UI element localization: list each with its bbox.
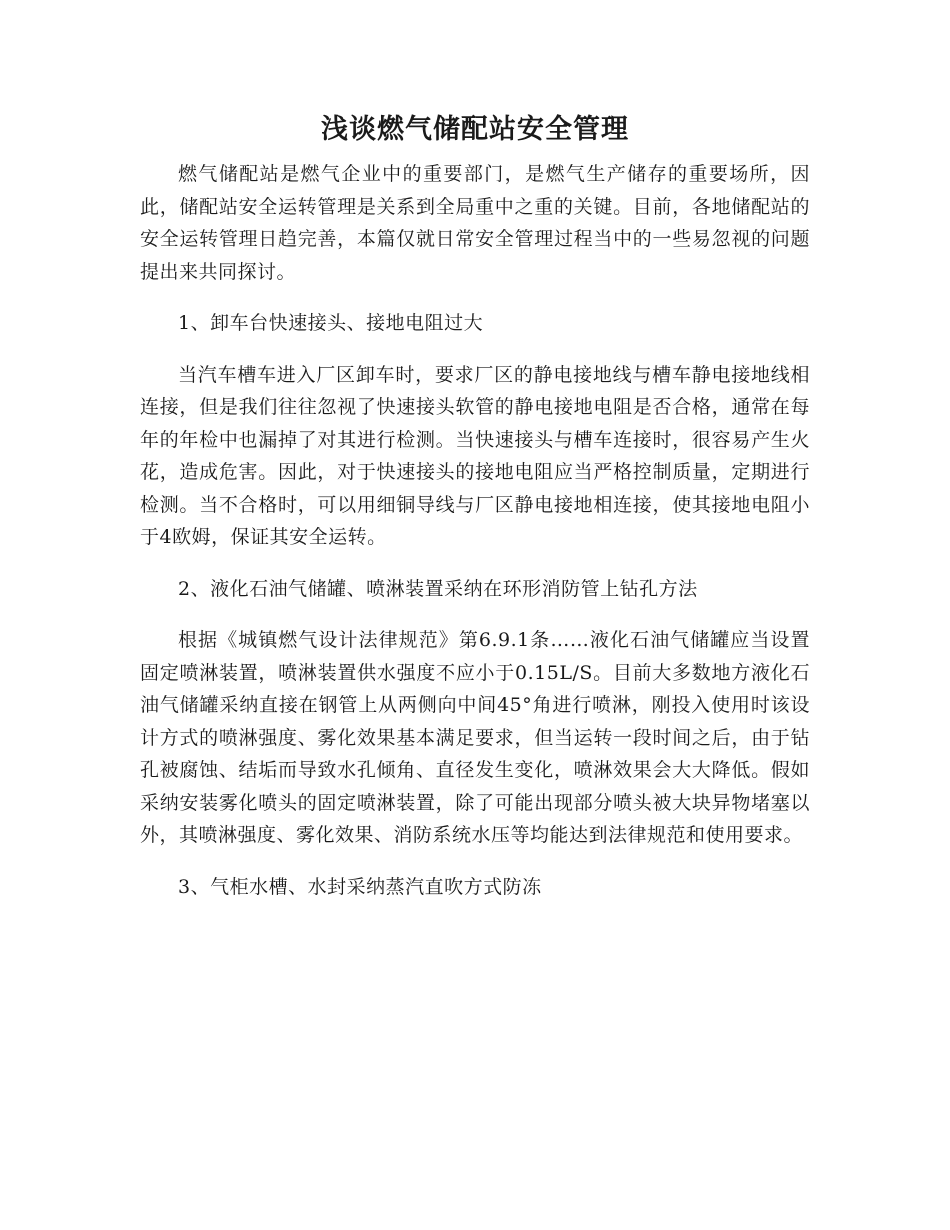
document-title: 浅谈燃气储配站安全管理	[321, 114, 629, 145]
intro-paragraph: 燃气储配站是燃气企业中的重要部门，是燃气生产储存的重要场所，因此，储配站安全运转管理是关系到全局重中之重的关键。目前，各地储配站的安全运转管理日趋完善，本篇仅就日常安全管理过程当中的一些易忽视的问题提出来共同探讨。	[140, 163, 810, 283]
section-1-body: 当汽车槽车进入厂区卸车时，要求厂区的静电接地线与槽车静电接地线相连接，但是我们往往忽视了快速接头软管的静电接地电阻是否合格，通常在每年的年检中也漏掉了对其进行检测。当快速接头与槽车连接时，很容易产生火花，造成危害。因此，对于快速接头的接地电阻应当严格控制质量，定期进行检测。当不合格时，可以用细铜导线与厂区静电接地相连接，使其接地电阻小于4欧姆，保证其安全运转。	[140, 363, 810, 548]
section-2-body: 根据《城镇燃气设计法律规范》第6.9.1条……液化石油气储罐应当设置固定喷淋装置，喷淋装置供水强度不应小于0.15L/S。目前大多数地方液化石油气储罐采纳直接在钢管上从两侧向中间45°角进行喷淋，刚投入使用时该设计方式的喷淋强度、雾化效果基本满足要求，但当运转一段时间之后，由于钻孔被腐蚀、结垢而导致水孔倾角、直径发生变化，喷淋效果会大大降低。假如采纳安装雾化喷头的固定喷淋装置，除了可能出现部分喷头被大块异物堵塞以外，其喷淋强度、雾化效果、消防系统水压等均能达到法律规范和使用要求。	[140, 629, 810, 846]
section-2-heading: 2、液化石油气储罐、喷淋装置采纳在环形消防管上钻孔方法	[178, 577, 698, 600]
section-3-heading: 3、气柜水槽、水封采纳蒸汽直吹方式防冻	[178, 875, 542, 898]
section-1-heading: 1、卸车台快速接头、接地电阻过大	[178, 312, 484, 334]
document-page	[140, 108, 810, 922]
